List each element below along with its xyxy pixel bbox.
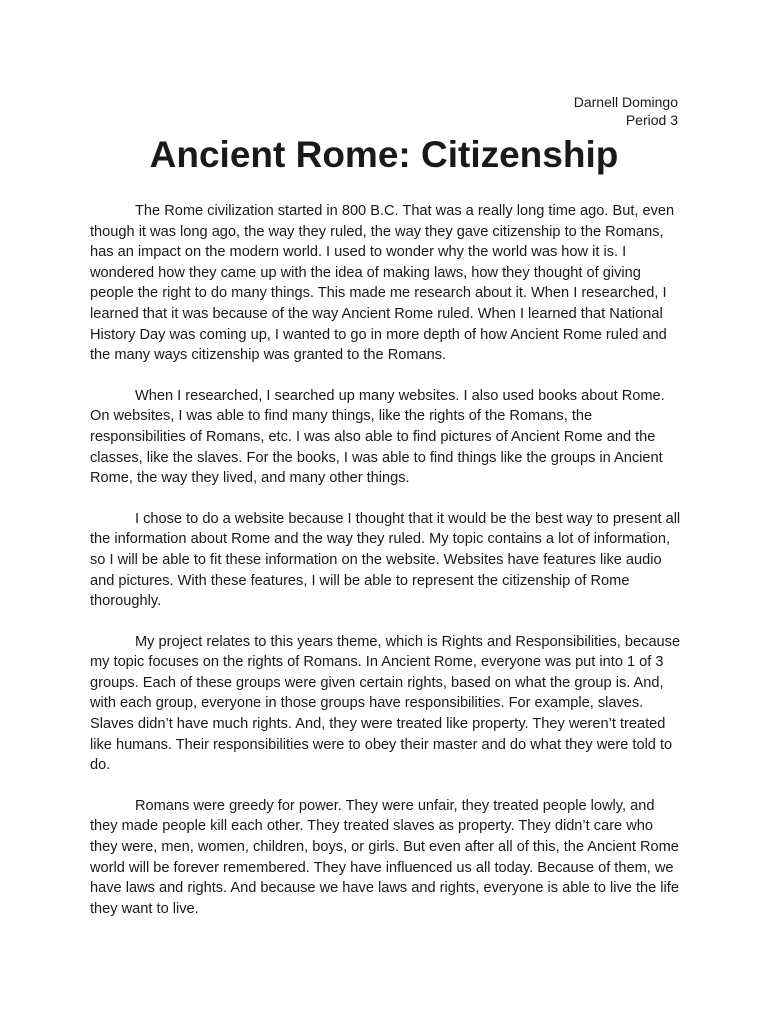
paragraph-conclusion: Romans were greedy for power. They were unfair, they treated people lowly, and they made people kill each other. They treated slaves as property. They didn’t care who they were, men, women, children, boys, or girls. But even after all of this, the Ancient Rome world will be forever remembered. They have influenced us all today. Because of them, we have laws and rights. And because we have laws and rights, everyone is able to live the life they want to live. — [90, 797, 679, 917]
document-title: Ancient Rome: Citizenship — [149, 134, 619, 175]
author-block — [574, 93, 678, 129]
paragraph-website-choice: I chose to do a website because I thought that it would be the best way to present all the information about Rome and the way they ruled. My topic contains a lot of information, so I will be able to fit these information on the website. Websites have features like audio and pictures. With these features, I will be able to represent the citizenship of Rome thoroughly. — [90, 510, 681, 610]
author-name: Darnell Domingo — [573, 94, 678, 110]
paragraph-research: When I researched, I searched up many websites. I also used books about Rome. On websites, I was able to find many things, like the rights of the Romans, the responsibilities of Romans, etc. I was also able to find pictures of Ancient Rome and the classes, like the slaves. For the books, I was able to find things like the groups in Ancient Rome, the way they lived, and many other things. — [90, 387, 665, 487]
paragraph-theme: My project relates to this years theme, which is Rights and Responsibilities, because my topic focuses on the rights of Romans. In Ancient Rome, everyone was put into 1 of 3 groups. Each of these groups were given certain rights, based on what the group is. And, with each group, everyone in those groups have responsibilities. For example, slaves. Slaves didn’t have much rights. And, they were treated like property. They weren’t treated like humans. Their responsibilities were to obey their master and do what they were told to do. — [90, 633, 681, 774]
class-period: Period 3 — [625, 112, 678, 128]
document-body — [90, 201, 682, 939]
paragraph-introduction: The Rome civilization started in 800 B.C. That was a really long time ago. But, even though it was long ago, the way they ruled, the way they gave citizenship to the Romans, has an impact on the modern world. I used to wonder why the world was how it is. I wondered how they came up with the idea of making laws, how they thought of giving people the right to do many things. This made me research about it. When I researched, I learned that it was because of the way Ancient Rome ruled. When I learned that National History Day was coming up, I wanted to go in more depth of how Ancient Rome ruled and the many ways citizenship was granted to the Romans. — [90, 203, 675, 364]
